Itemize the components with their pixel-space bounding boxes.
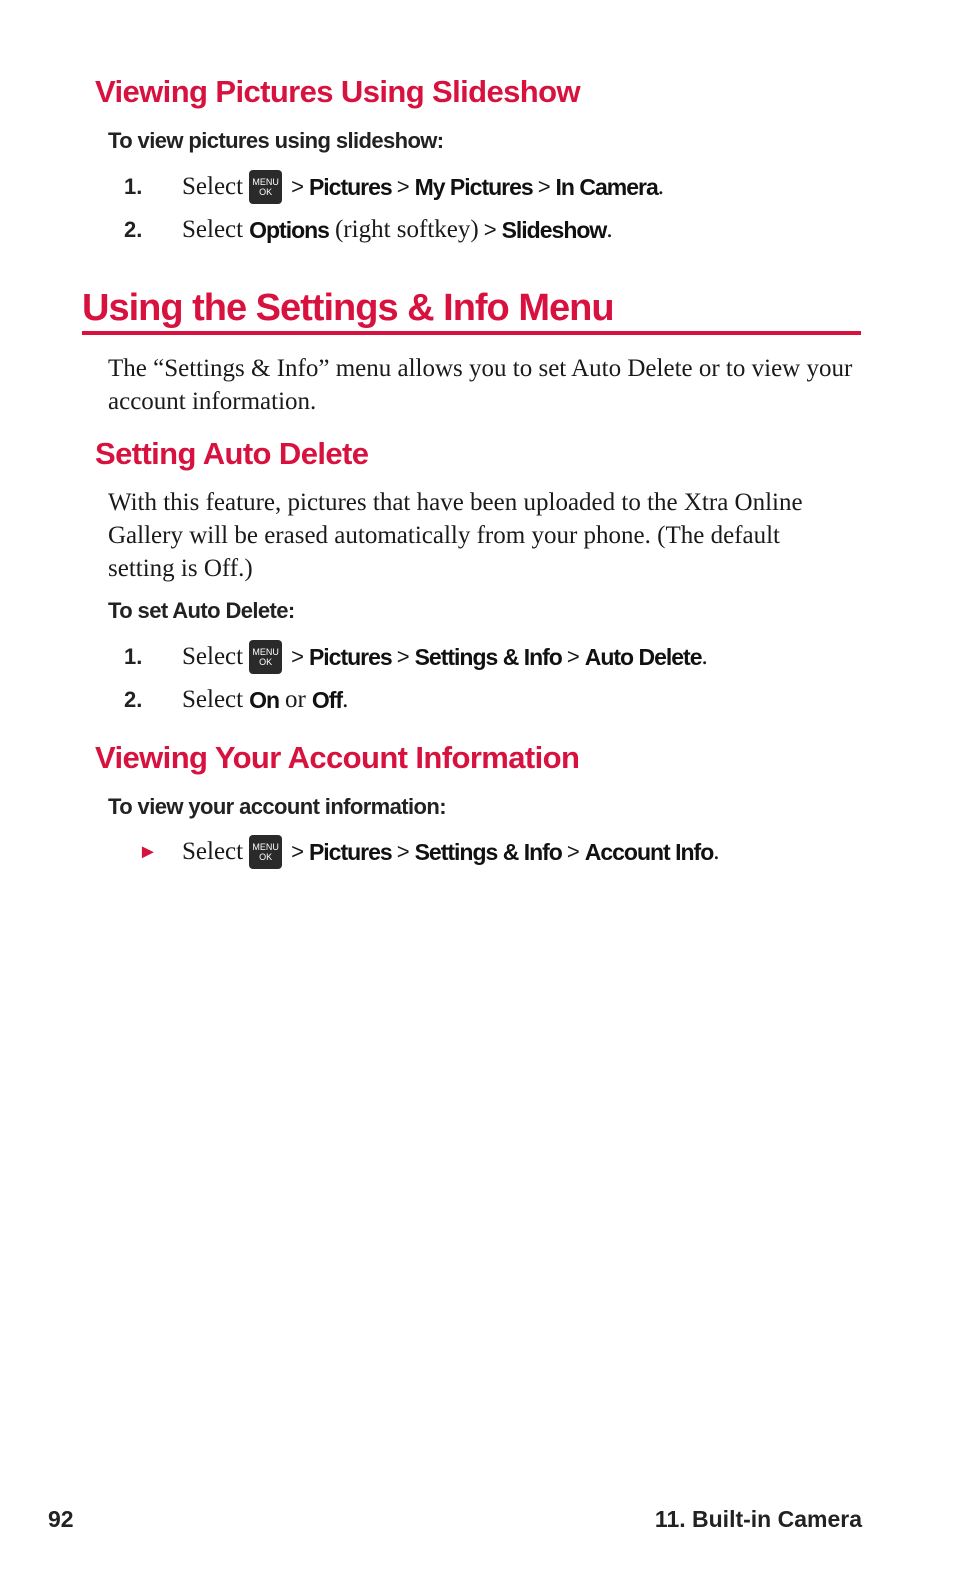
- page-number: 92: [48, 1506, 74, 1532]
- step-slideshow-2: [124, 216, 613, 244]
- step-conjunction: or: [285, 686, 306, 713]
- lead-auto-delete: To set Auto Delete:: [108, 598, 295, 623]
- step-auto-delete-1: [124, 640, 708, 674]
- step-end: .: [657, 173, 665, 200]
- step-auto-delete-2: [124, 686, 348, 714]
- path-separator: >: [291, 839, 304, 864]
- path-separator: >: [566, 839, 580, 864]
- step-verb: Select: [182, 838, 244, 865]
- step-verb: Select: [182, 643, 244, 670]
- step-verb: Select: [182, 216, 244, 243]
- menu-ok-key-icon: MENU OK: [249, 170, 282, 204]
- step-verb: Select: [182, 686, 244, 713]
- step-slideshow-1: [124, 170, 664, 204]
- section-heading-account-info: Viewing Your Account Information: [95, 740, 580, 775]
- section-heading-auto-delete: Setting Auto Delete: [95, 436, 369, 471]
- step-end: .: [701, 643, 708, 670]
- path-separator: >: [396, 174, 410, 199]
- step-number: 1.: [124, 174, 143, 199]
- step-note: (right softkey): [334, 216, 479, 243]
- menu-path-item: Auto Delete: [584, 643, 702, 670]
- path-separator: >: [566, 644, 580, 669]
- menu-path-item: Slideshow: [501, 216, 607, 243]
- path-separator: >: [483, 217, 497, 242]
- lead-account-info: To view your account information:: [108, 794, 446, 819]
- step-number: 2.: [124, 217, 143, 242]
- path-separator: >: [291, 644, 304, 669]
- menu-path-item: Pictures: [308, 173, 392, 200]
- menu-path-item: Options: [249, 216, 329, 243]
- option-on: On: [249, 686, 280, 713]
- path-separator: >: [537, 174, 551, 199]
- bullet-arrow-icon: ►: [138, 840, 158, 863]
- title-rule: [82, 331, 861, 335]
- menu-path-item: Settings & Info: [414, 838, 562, 865]
- menu-ok-key-icon: MENU OK: [249, 835, 282, 869]
- step-verb: Select: [182, 173, 244, 200]
- step-end: .: [606, 216, 613, 243]
- step-end: .: [342, 686, 349, 713]
- step-end: .: [713, 838, 720, 865]
- menu-path-item: Pictures: [308, 643, 392, 670]
- section-heading-slideshow: Viewing Pictures Using Slideshow: [95, 74, 580, 109]
- menu-path-item: In Camera: [555, 173, 658, 200]
- page-title: Using the Settings & Info Menu: [82, 287, 614, 329]
- intro-paragraph: The “Settings & Info” menu allows you to set Auto Delete or to view your account information.: [108, 355, 853, 415]
- menu-path-item: Settings & Info: [414, 643, 562, 670]
- auto-delete-paragraph: With this feature, pictures that have been uploaded to the Xtra Online Gallery will be erased automatically from your phone. (The default setting is Off.): [108, 489, 803, 582]
- path-separator: >: [396, 644, 410, 669]
- menu-ok-key-icon: MENU OK: [249, 640, 282, 674]
- step-number: 2.: [124, 687, 143, 712]
- path-separator: >: [291, 174, 304, 199]
- chapter-title: 11. Built-in Camera: [654, 1506, 862, 1532]
- menu-path-item: My Pictures: [414, 173, 533, 200]
- option-off: Off: [311, 686, 343, 713]
- menu-path-item: Account Info: [584, 838, 714, 865]
- lead-slideshow: To view pictures using slideshow:: [108, 128, 444, 153]
- path-separator: >: [396, 839, 410, 864]
- menu-path-item: Pictures: [308, 838, 392, 865]
- step-account-info: [124, 835, 720, 869]
- step-number: 1.: [124, 644, 143, 669]
